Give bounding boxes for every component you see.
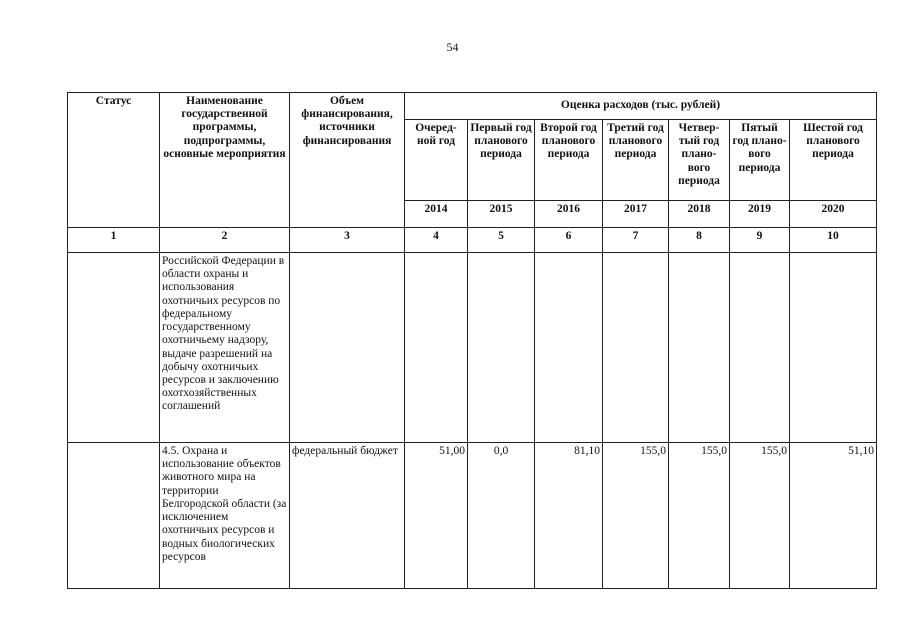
budget-table [67,92,877,589]
header-year-2020: 2020 [790,201,877,228]
column-number: 6 [535,228,603,253]
row-value [790,253,877,443]
column-number: 2 [160,228,290,253]
row-name: Российской Федерации в области охраны и использования охотничьих ресурсов по федеральному государственному охотничьему надзору, выдаче разрешений на добычу охотничьих ресурсов и заключению охотхозяйственных соглашений [160,253,290,443]
header-year-2014: 2014 [405,201,468,228]
row-name: 4.5. Охрана и использование объектов животного мира на территории Белгородской области (за исключением охотничьих ресурсов и водных биологических ресурсов [160,443,290,589]
column-number: 1 [68,228,160,253]
column-number: 4 [405,228,468,253]
column-number: 3 [290,228,405,253]
row-value [730,253,790,443]
row-status [68,443,160,589]
header-expenses-group: Оценка расходов (тыс. рублей) [405,93,877,120]
header-year-2018: 2018 [669,201,730,228]
row-value: 155,0 [730,443,790,589]
header-name: Наименование государственной программы, подпрограммы, основные мероприятия [160,93,290,228]
header-period-4: Третий год планового периода [603,120,669,201]
row-source: федеральный бюджет [290,443,405,589]
row-status [68,253,160,443]
row-value: 81,10 [535,443,603,589]
column-number: 5 [468,228,535,253]
header-year-2019: 2019 [730,201,790,228]
header-period-5: Четвер-тый год плано-вого периода [669,120,730,201]
page-number: 54 [446,40,459,54]
column-number: 8 [669,228,730,253]
header-year-2016: 2016 [535,201,603,228]
table-row [68,253,877,443]
header-period-6: Пятый год плано-вого периода [730,120,790,201]
row-value: 155,0 [669,443,730,589]
row-value: 51,00 [405,443,468,589]
row-source [290,253,405,443]
header-volume: Объем финансирования, источники финансирования [290,93,405,228]
header-period-2: Первый год планового периода [468,120,535,201]
column-number: 9 [730,228,790,253]
row-value [669,253,730,443]
table-row [68,443,877,589]
row-value: 51,10 [790,443,877,589]
row-value [468,253,535,443]
row-value [603,253,669,443]
header-year-2017: 2017 [603,201,669,228]
column-number: 10 [790,228,877,253]
row-value [535,253,603,443]
header-period-7: Шестой год планового периода [790,120,877,201]
row-value: 0,0 [468,443,535,589]
header-period-3: Второй год планового периода [535,120,603,201]
column-number: 7 [603,228,669,253]
header-status: Статус [68,93,160,228]
header-period-1: Очеред-ной год [405,120,468,201]
row-value [405,253,468,443]
header-year-2015: 2015 [468,201,535,228]
row-value: 155,0 [603,443,669,589]
